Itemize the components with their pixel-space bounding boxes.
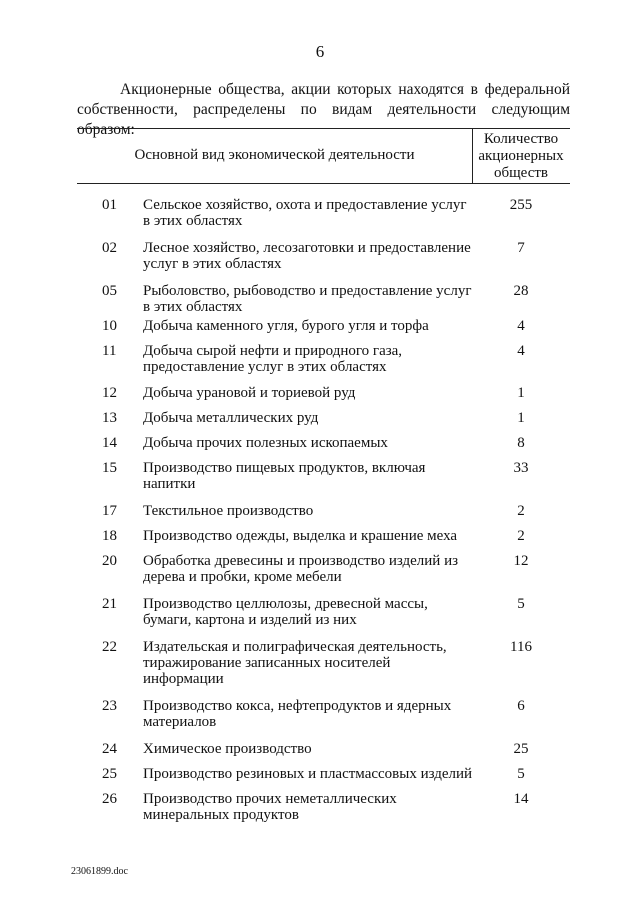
activity-code: 17 (102, 503, 117, 519)
activity-name-line: Обработка древесины и производство изделий из (143, 553, 459, 569)
footer-filename: 23061899.doc (71, 866, 128, 877)
activity-name (143, 639, 473, 687)
activity-code: 11 (102, 343, 117, 359)
activity-code: 12 (102, 385, 117, 401)
header-count-line: Количество (483, 131, 559, 147)
activity-code: 01 (102, 197, 117, 213)
activity-name (143, 318, 473, 334)
activity-name (143, 741, 473, 757)
company-count: 4 (517, 318, 525, 334)
company-count: 28 (513, 283, 529, 299)
activity-name-line: Добыча прочих полезных ископаемых (143, 435, 388, 451)
activity-name-line: Добыча металлических руд (143, 410, 319, 426)
header-count-line: обществ (493, 165, 548, 181)
company-count: 116 (510, 639, 532, 655)
activity-code: 22 (102, 639, 117, 655)
activity-name (143, 553, 473, 585)
company-count: 5 (517, 766, 525, 782)
company-count: 14 (513, 791, 529, 807)
activity-name-line: Лесное хозяйство, лесозаготовки и предоставление (143, 240, 471, 256)
activity-code: 14 (102, 435, 117, 451)
company-count: 2 (517, 528, 525, 544)
activity-name (143, 596, 473, 628)
activity-name (143, 435, 473, 451)
header-activity: Основной вид экономической деятельности (134, 147, 415, 163)
activity-name-line: Производство кокса, нефтепродуктов и ядерных (143, 698, 452, 714)
activity-name (143, 240, 473, 272)
activity-name-line: в этих областях (143, 299, 243, 315)
company-count: 1 (517, 385, 525, 401)
activity-code: 23 (102, 698, 117, 714)
company-count: 6 (517, 698, 525, 714)
activity-name (143, 791, 473, 823)
activity-name-line: тиражирование записанных носителей (143, 655, 391, 671)
activity-name-line: в этих областях (143, 213, 243, 229)
activity-name-line: Сельское хозяйство, охота и предоставление услуг (143, 197, 467, 213)
company-count: 12 (513, 553, 529, 569)
activity-code: 05 (102, 283, 117, 299)
activity-code: 02 (102, 240, 117, 256)
activity-name (143, 410, 473, 426)
activity-name-line: бумаги, картона и изделий из них (143, 612, 357, 628)
activity-name (143, 460, 473, 492)
activity-name (143, 528, 473, 544)
intro-paragraph: Акционерные общества, акции которых находятся в федеральной собственности, распределены по видам деятельности следующим образом: (77, 81, 570, 138)
activity-name (143, 197, 473, 229)
activity-name-line: предоставление услуг в этих областях (143, 359, 387, 375)
activity-name (143, 343, 473, 375)
activity-code: 18 (102, 528, 117, 544)
page-number: 6 (315, 42, 325, 61)
activity-name-line: Производство целлюлозы, древесной массы, (143, 596, 428, 612)
activity-name-line: Производство пищевых продуктов, включая (143, 460, 426, 476)
activity-code: 10 (102, 318, 117, 334)
activity-code: 20 (102, 553, 117, 569)
activity-code: 21 (102, 596, 117, 612)
activity-name-line: Рыболовство, рыбоводство и предоставление услуг (143, 283, 472, 299)
activity-name-line: Производство одежды, выделка и крашение меха (143, 528, 458, 544)
company-count: 4 (517, 343, 525, 359)
company-count: 2 (517, 503, 525, 519)
activity-code: 13 (102, 410, 117, 426)
activity-name (143, 385, 473, 401)
company-count: 8 (517, 435, 525, 451)
activity-name (143, 503, 473, 519)
activity-code: 26 (102, 791, 117, 807)
activity-name-line: Добыча урановой и ториевой руд (143, 385, 356, 401)
activity-name-line: Производство резиновых и пластмассовых изделий (143, 766, 473, 782)
activity-code: 25 (102, 766, 117, 782)
activity-name-line: Химическое производство (143, 741, 312, 757)
activity-name-line: Производство прочих неметаллических (143, 791, 397, 807)
activity-name-line: минеральных продуктов (143, 807, 299, 823)
company-count: 255 (509, 197, 533, 213)
activity-name (143, 766, 473, 782)
activity-name (143, 283, 473, 315)
activity-name-line: услуг в этих областях (143, 256, 282, 272)
activity-name-line: Добыча каменного угля, бурого угля и торфа (143, 318, 429, 334)
company-count: 1 (517, 410, 525, 426)
activity-name-line: материалов (143, 714, 217, 730)
company-count: 25 (513, 741, 529, 757)
activity-code: 24 (102, 741, 117, 757)
activity-name-line: Издательская и полиграфическая деятельность, (143, 639, 447, 655)
activity-name-line: напитки (143, 476, 196, 492)
activity-name-line: дерева и пробки, кроме мебели (143, 569, 342, 585)
activity-name-line: Добыча сырой нефти и природного газа, (143, 343, 403, 359)
activity-name-line: Текстильное производство (143, 503, 314, 519)
activity-code: 15 (102, 460, 117, 476)
company-count: 33 (513, 460, 529, 476)
company-count: 7 (517, 240, 525, 256)
activity-name-line: информации (143, 671, 224, 687)
company-count: 5 (517, 596, 525, 612)
header-count-line: акционерных (478, 148, 564, 164)
activity-name (143, 698, 473, 730)
